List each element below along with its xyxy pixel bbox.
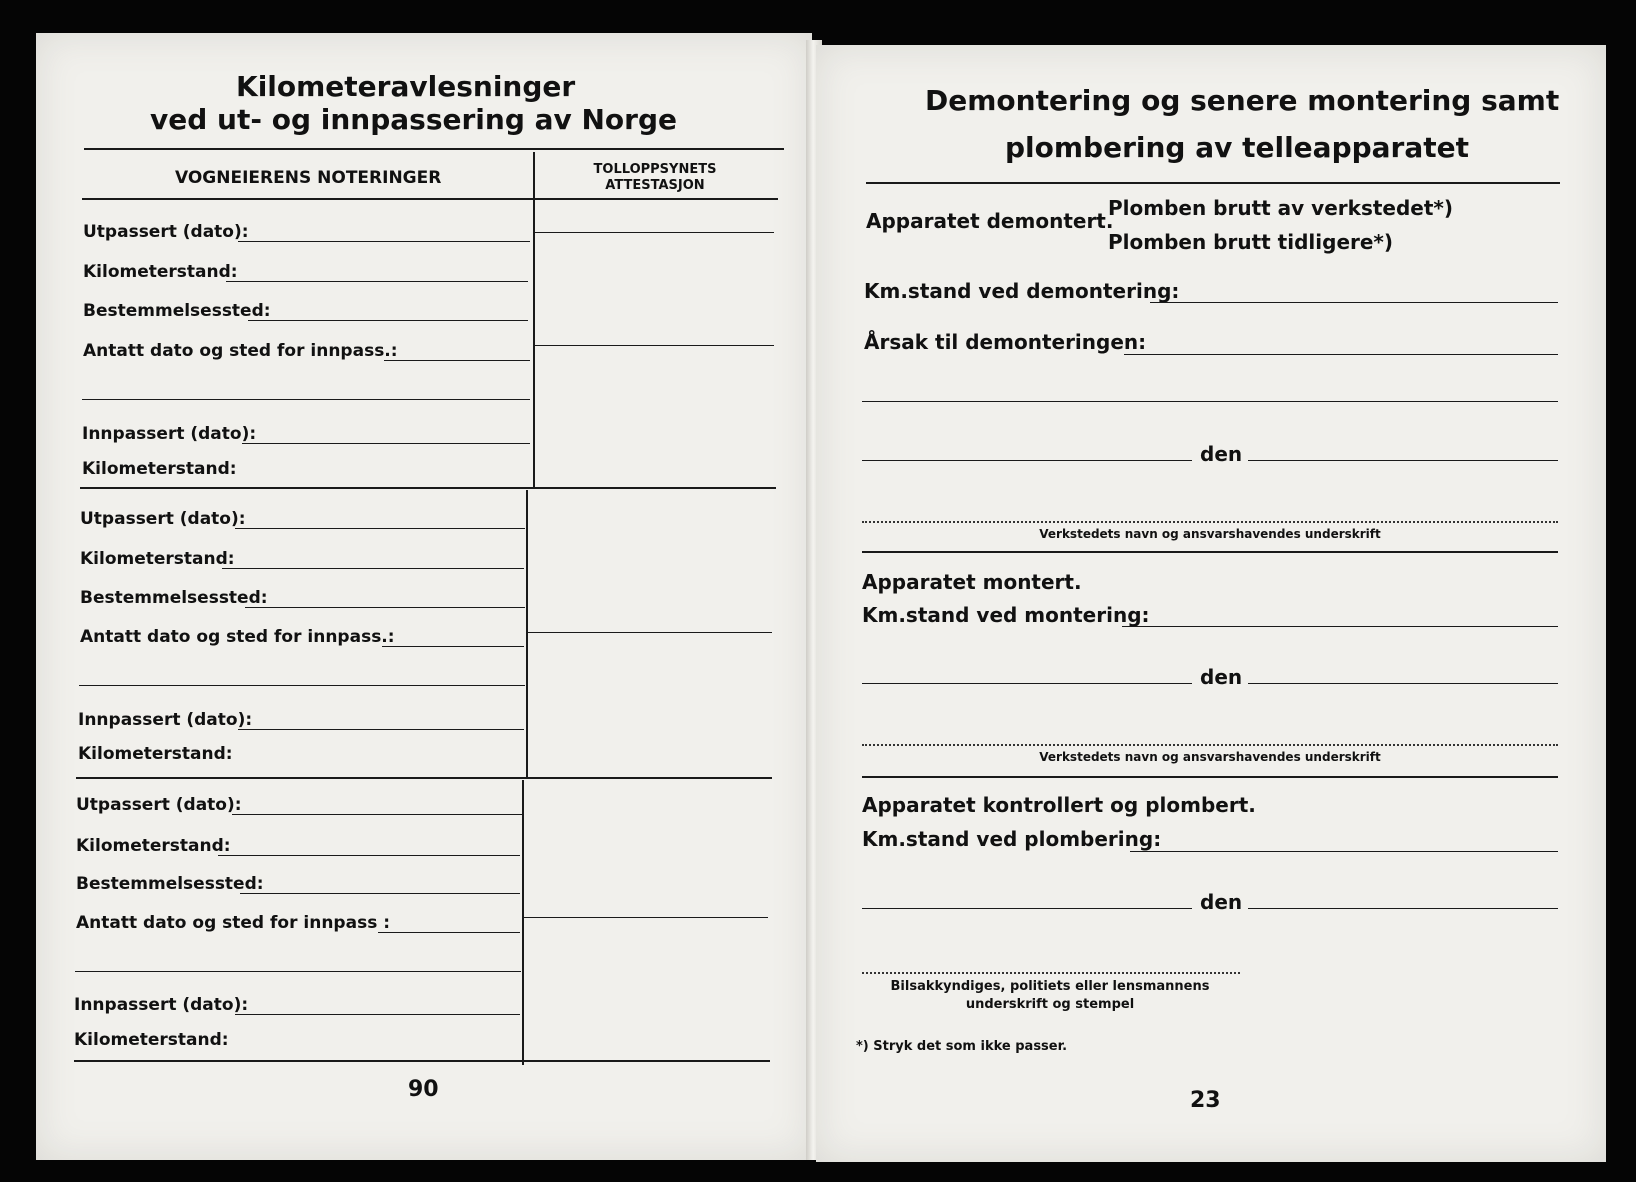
left-title-line1: Kilometeravlesninger	[236, 70, 576, 103]
customs-field[interactable]	[523, 917, 768, 918]
customs-field[interactable]	[534, 345, 774, 346]
antatt-field[interactable]	[384, 360, 530, 361]
antatt-field[interactable]	[382, 646, 524, 647]
left-page-number: 90	[408, 1077, 439, 1102]
plomben-tidligere-option[interactable]: Plomben brutt tidligere*)	[1108, 230, 1394, 254]
apparatet-montert-label: Apparatet montert.	[862, 570, 1082, 594]
antatt-field-line2[interactable]	[82, 399, 530, 400]
den-label: den	[1200, 890, 1243, 914]
left-title-line2: ved ut- og innpassering av Norge	[150, 103, 678, 136]
header-top-rule	[84, 148, 784, 150]
arsak-field-line2[interactable]	[862, 401, 1558, 402]
bestemmelsessted-label: Bestemmelsessted:	[80, 588, 268, 608]
bestemmelsessted-field[interactable]	[240, 893, 520, 894]
antatt-field-line2[interactable]	[79, 685, 525, 686]
antatt-field[interactable]	[378, 932, 520, 933]
den-label: den	[1200, 442, 1243, 466]
right-page-number: 23	[1190, 1088, 1221, 1113]
kilometerstand-field[interactable]	[226, 281, 528, 282]
col-owner-heading: VOGNEIERENS NOTERINGER	[175, 168, 442, 188]
column-divider-3	[522, 780, 524, 1065]
plomben-verkstedet-option[interactable]: Plomben brutt av verkstedet*)	[1108, 196, 1454, 220]
verksted-signature-line[interactable]	[862, 521, 1558, 523]
date-field[interactable]	[1248, 683, 1558, 684]
kilometerstand-field[interactable]	[222, 568, 524, 569]
kilometerstand-label: Kilometerstand:	[76, 836, 231, 856]
bestemmelsessted-label: Bestemmelsessted:	[76, 874, 264, 894]
innpassert-field[interactable]	[238, 729, 524, 730]
km-plombering-label: Km.stand ved plombering:	[862, 827, 1162, 851]
block-separator	[76, 777, 772, 779]
customs-field[interactable]	[534, 232, 774, 233]
innpassert-field[interactable]	[242, 443, 530, 444]
column-divider-2	[526, 490, 528, 778]
km-demontering-field[interactable]	[1150, 302, 1558, 303]
utpassert-field[interactable]	[232, 814, 522, 815]
kilometerstand-label: Kilometerstand:	[74, 1030, 229, 1050]
antatt-label: Antatt dato og sted for innpass.:	[83, 341, 398, 361]
bestemmelsessted-field[interactable]	[248, 320, 528, 321]
arsak-label: Årsak til demonteringen:	[864, 330, 1147, 354]
block-separator	[74, 1060, 770, 1062]
official-signature-line[interactable]	[862, 972, 1240, 974]
utpassert-field[interactable]	[238, 241, 530, 242]
innpassert-label: Innpassert (dato):	[82, 424, 257, 444]
innpassert-field[interactable]	[235, 1014, 520, 1015]
km-plombering-field[interactable]	[1130, 851, 1558, 852]
place-field[interactable]	[862, 683, 1192, 684]
column-divider-1	[533, 152, 535, 487]
kilometerstand-label: Kilometerstand:	[82, 459, 237, 479]
antatt-label: Antatt dato og sted for innpass.:	[80, 627, 395, 647]
kilometerstand-label: Kilometerstand:	[83, 262, 238, 282]
utpassert-label: Utpassert (dato):	[80, 509, 246, 529]
utpassert-label: Utpassert (dato):	[76, 795, 242, 815]
bestemmelsessted-field[interactable]	[245, 607, 525, 608]
right-title-line2: plombering av telleapparatet	[1005, 131, 1470, 164]
place-field[interactable]	[862, 908, 1192, 909]
section-separator	[862, 551, 1558, 553]
verksted-signature-line[interactable]	[862, 744, 1558, 746]
kilometerstand-label: Kilometerstand:	[78, 744, 233, 764]
place-field[interactable]	[862, 460, 1192, 461]
col-customs-heading: TOLLOPPSYNETS ATTESTASJON	[593, 162, 717, 193]
official-signature-caption: Bilsakkyndiges, politiets eller lensmannens underskrift og stempel	[890, 979, 1210, 1012]
utpassert-label: Utpassert (dato):	[83, 222, 249, 242]
bestemmelsessted-label: Bestemmelsessted:	[83, 301, 271, 321]
utpassert-field[interactable]	[235, 528, 525, 529]
km-montering-label: Km.stand ved montering:	[862, 603, 1150, 627]
den-label: den	[1200, 665, 1243, 689]
apparatet-kontrollert-label: Apparatet kontrollert og plombert.	[862, 793, 1256, 817]
kilometerstand-label: Kilometerstand:	[80, 549, 235, 569]
right-header-rule	[866, 182, 1560, 184]
header-bottom-rule	[82, 198, 778, 200]
apparatet-demontert-label: Apparatet demontert.	[866, 209, 1114, 233]
km-montering-field[interactable]	[1122, 626, 1558, 627]
verksted-signature-caption: Verkstedets navn og ansvarshavendes underskrift	[1039, 750, 1381, 764]
km-demontering-label: Km.stand ved demontering:	[864, 279, 1180, 303]
antatt-last-label: Antatt dato og sted for innpass :	[76, 913, 391, 933]
footnote: *) Stryk det som ikke passer.	[856, 1039, 1068, 1054]
date-field[interactable]	[1248, 908, 1558, 909]
kilometerstand-field[interactable]	[218, 855, 520, 856]
block-separator	[80, 487, 776, 489]
arsak-field[interactable]	[1124, 354, 1558, 355]
innpassert-label: Innpassert (dato):	[74, 995, 249, 1015]
verksted-signature-caption: Verkstedets navn og ansvarshavendes underskrift	[1039, 527, 1381, 541]
customs-field[interactable]	[527, 632, 772, 633]
right-title-line1: Demontering og senere montering samt	[925, 84, 1560, 117]
section-separator	[862, 776, 1558, 778]
antatt-field-line2[interactable]	[75, 971, 521, 972]
date-field[interactable]	[1248, 460, 1558, 461]
innpassert-label: Innpassert (dato):	[78, 710, 253, 730]
